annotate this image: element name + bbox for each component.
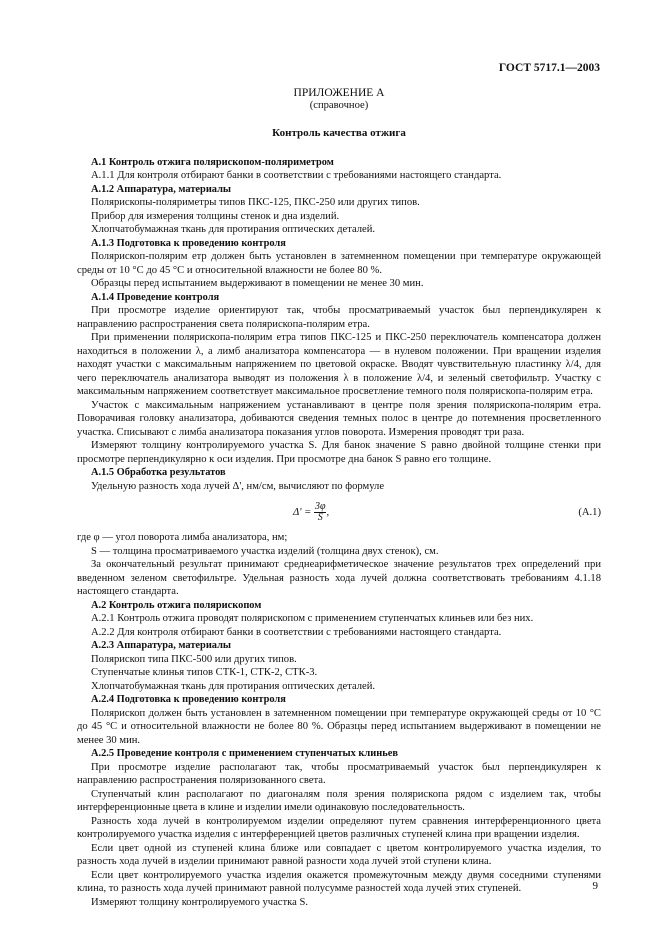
heading-a1: А.1 Контроль отжига полярископом-поляриметром — [91, 156, 334, 168]
formula-fraction — [314, 501, 330, 523]
para-a2-5-5: Если цвет контролируемого участка изделия окажется промежуточным между двумя соседними ступенями клина, то разность хода лучей принимают равной полусумме разностей хода лучей этих ступеней. — [77, 869, 601, 894]
heading-a2: А.2 Контроль отжига полярископом — [91, 599, 262, 611]
line-a1-2-2: Прибор для измерения толщины стенок и дна изделий. — [91, 210, 340, 222]
para-a2-5-6: Измеряют толщину контролируемого участка S. — [91, 896, 309, 908]
para-a2-5-1: При просмотре изделие располагают так, чтобы просматриваемый участок был перпендикулярен к направлению распространения поляризованного света. — [77, 761, 601, 786]
formula-lhs: Δ' = — [293, 506, 312, 518]
heading-a1-2: А.1.2 Аппаратура, материалы — [91, 183, 232, 195]
line-a1-2-1: Полярископы-поляриметры типов ПКС-125, ПКС-250 или других типов. — [91, 197, 420, 208]
para-a1-5-1: Удельную разность хода лучей Δ', нм/см, вычисляют по формуле — [91, 480, 385, 492]
standard-designation: ГОСТ 5717.1—2003 — [498, 62, 600, 74]
heading-a1-5: А.1.5 Обработка результатов — [91, 467, 226, 478]
line-a2-3-3: Хлопчатобумажная ткань для протирания оптических деталей. — [91, 680, 376, 692]
page-number: 9 — [592, 880, 598, 892]
para-a1-3-2: Образцы перед испытанием выдерживают в помещении не менее 30 мин. — [91, 278, 424, 289]
para-a1-4-1: При просмотре изделие ориентируют так, чтобы просматриваемый участок был перпендикулярен к направлению распространения света полярископа-полярим етра. — [77, 305, 601, 330]
para-a1-4-4: Измеряют толщину контролируемого участка S. Для банок значение S равно двойной толщине стенки при просмотре перпендикулярно к оси изделия. При просмотре дна банок S равно его толщине. — [77, 440, 601, 465]
para-a1-3-1: Полярископ-полярим етр должен быть установлен в затемненном помещении при температуре окружающей среды от 10 °С до 45 °С и относительной влажности не более 80 %. — [77, 251, 601, 276]
where-line-1: где φ — угол поворота лимба анализатора, нм; — [77, 532, 288, 543]
heading-a2-4: А.2.4 Подготовка к проведению контроля — [91, 694, 286, 705]
appendix-title: ПРИЛОЖЕНИЕ А — [293, 87, 385, 99]
para-a1-4-2: При применении полярископа-полярим етра типов ПКС-125 и ПКС-250 переключатель компенсатора должен находиться в положении λ, а лимб анализатора компенсатора — в нулевом положении. При вращении изделия находят участки с максимальным напряжением по цветовой окраске. Вводят чувствительную пластинку λ/4, для чего переключатель анализатора выводят из положения λ в положение λ/4, и зеленый светофильтр. Участку с максимальным напряжением соответствует максимальное просветление темного поля полярископа-полярим етра. — [77, 332, 601, 397]
para-a2-4-1: Полярископ должен быть установлен в затемненном помещении при температуре окружающей среды от 10 °С до 45 °С и относительной влажности не более 80 %. Образцы перед испытанием выдерживают в помещении не менее 30 мин. — [77, 707, 601, 746]
para-a1-5-2: За окончательный результат принимают среднеарифметическое значение результатов трех определений при введенном зеленом светофильтре. Удельная разность хода лучей должна соответствовать требованиям 4.1.18 настоящего стандарта. — [77, 559, 601, 597]
para-a2-2: А.2.2 Для контроля отбирают банки в соответствии с требованиями настоящего стандарта. — [91, 626, 502, 638]
para-a1-1: А.1.1 Для контроля отбирают банки в соответствии с требованиями настоящего стандарта. — [91, 170, 502, 181]
para-a2-5-2: Ступенчатый клин располагают по диагоналям поля зрения полярископа рядом с изделием так, чтобы интерференционные цвета в клине и изделии имели одинаковую последовательность. — [77, 788, 601, 813]
heading-a2-3: А.2.3 Аппаратура, материалы — [91, 640, 232, 651]
para-a2-1: А.2.1 Контроль отжига проводят полярископом с применением ступенчатых клиньев или без них. — [91, 613, 534, 624]
where-line-2: S — толщина просматриваемого участка изделий (толщина двух стенок), см. — [91, 545, 439, 557]
formula-expression — [293, 502, 329, 523]
heading-a1-3: А.1.3 Подготовка к проведению контроля — [91, 237, 286, 249]
formula-number: (А.1) — [578, 507, 601, 518]
para-a2-5-4: Если цвет одной из ступеней клина ближе или совпадает с цветом контролируемого участка изделия, то разность хода лучей в изделии принимают равной разности хода лучей этой ступени клина. — [77, 842, 601, 867]
line-a2-3-2: Ступенчатые клинья типов СТК-1, СТК-2, СТК-3. — [91, 667, 318, 678]
appendix-type: (справочное) — [309, 100, 369, 111]
para-a1-4-3: Участок с максимальным напряжением устанавливают в центре поля зрения полярископа-полярим етра. Поворачивая головку анализатора, добиваются сведения темных полос в центре до потемнения просветленного участка. Списывают с лимба анализатора показания углов поворота. Измерения проводят три раза. — [77, 399, 601, 438]
formula-numerator: 3φ — [314, 501, 326, 512]
heading-a2-5: А.2.5 Проведение контроля с применением ступенчатых клиньев — [91, 748, 398, 759]
line-a2-3-1: Полярископ типа ПКС-500 или других типов. — [91, 653, 297, 665]
section-title: Контроль качества отжига — [272, 127, 406, 139]
formula-denominator: S — [317, 512, 323, 523]
para-a2-5-3: Разность хода лучей в контролируемом изделии определяют путем сравнения интерференционного цвета контролируемого участка изделия с интерференцией цветов различных ступеней клина при вращении изделия. — [77, 815, 601, 840]
heading-a1-4: А.1.4 Проведение контроля — [91, 291, 220, 303]
formula-comma: , — [326, 506, 330, 518]
formula-a1 — [77, 493, 601, 531]
line-a1-2-3: Хлопчатобумажная ткань для протирания оптических деталей. — [91, 224, 376, 235]
